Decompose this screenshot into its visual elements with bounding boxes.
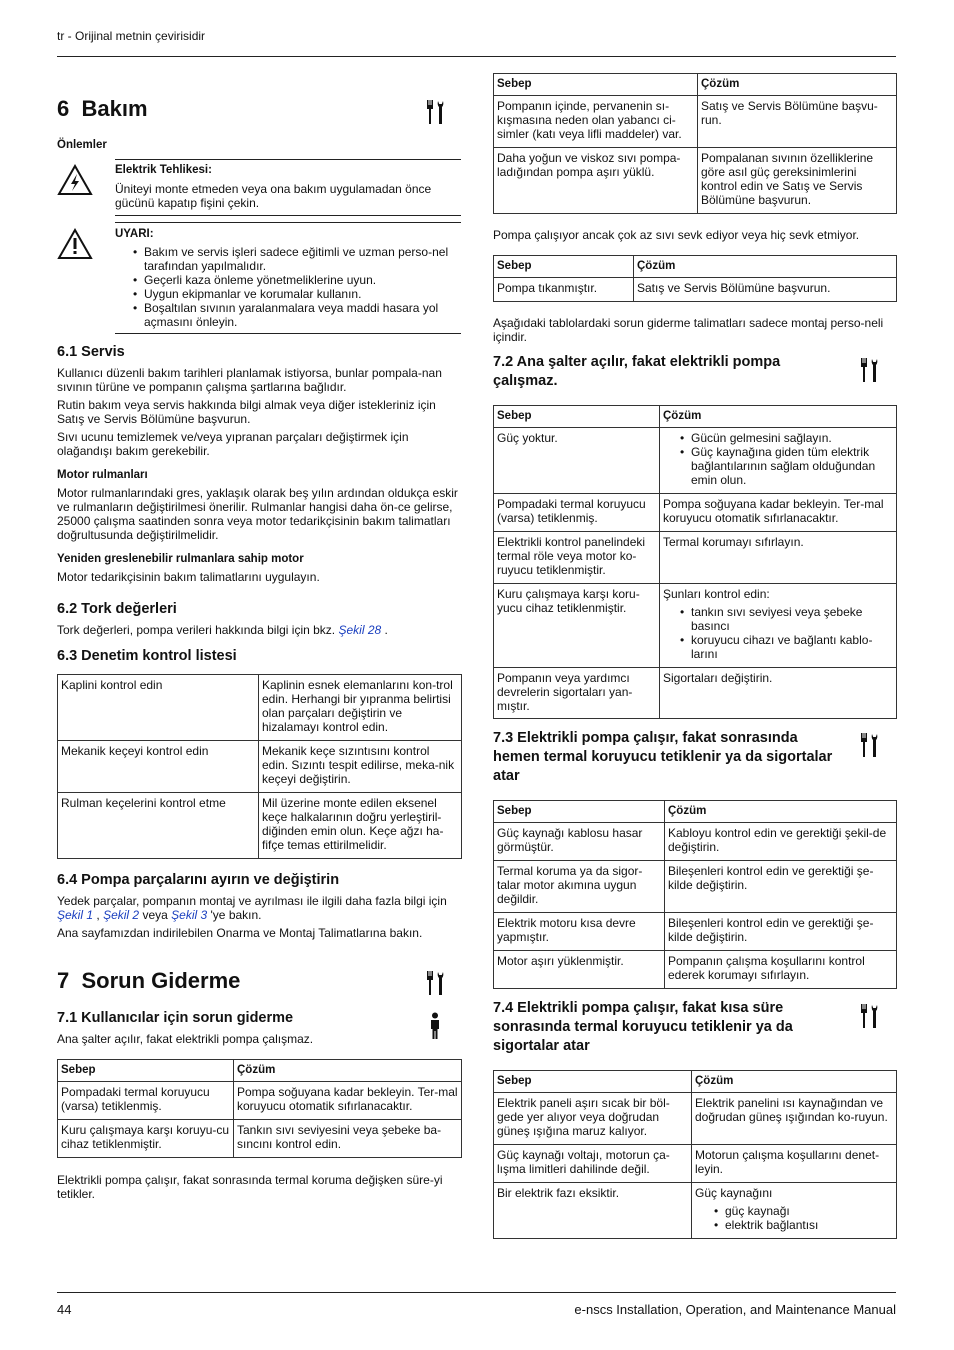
tools-icon [858,1003,880,1031]
table-cell: Elektrikli kontrol panelindeki termal röle veya motor ko-ruyucu tetiklenmiştir. [494,532,660,584]
user-troubleshooting-table [57,1059,462,1158]
table-row [494,668,897,719]
hazard-rule-top [115,159,461,160]
table-cell: Motorun çalışma koşullarını denet-leyin. [692,1145,897,1183]
table-row [494,494,897,532]
table-cell: Elektrik paneli aşırı sıcak bir böl-gede yer alıyor veya doğrudan güneş ışığına maruz kalıyor. [494,1093,692,1145]
table-header-row [494,74,897,96]
table-row [494,823,897,861]
service-paragraph-1: Kullanıcı düzenli bakım tarihleri planlamak istiyorsa, bunlar pompala-nan sıvının türüne ve pompanın çalışma şartlarına bağlıdır. [57,366,442,394]
section-7-number: 7 [57,968,70,993]
table-cell: Termal koruma ya da sigor-talar motor akımına uygun değildir. [494,861,665,913]
column-header-solution: Çözüm [660,406,897,428]
table-cell: Tankın sıvı seviyesini veya şebeke ba-sıncını kontrol edin. [234,1120,462,1158]
table-cell: Kabloyu kontrol edin ve gerektiği şekil-de değiştirin. [665,823,897,861]
table-row [494,96,897,148]
section-7-3-title: 7.3 Elektrikli pompa çalışır, fakat sonrasında hemen termal koruyucu tetiklenir ya da sigortalar atar [493,730,833,784]
solution-item: • tankın sıvı seviyesi veya şebeke basıncı [691,605,893,633]
service-paragraph-2: Rutin bakım veya servis hakkında bilgi almak veya diğer istekleriniz için Satış ve Servis Bölümüne başvurun. [57,398,436,426]
table-cell: Mekanik keçe sızıntısını kontrol edin. Sızıntı tespit edilirse, meka-nik keçeyi değiştirin. [259,741,462,793]
column-header-solution: Çözüm [634,256,897,278]
electric-hazard-title: Elektrik Tehlikesi: [115,164,212,176]
warning-icon [57,228,93,260]
solution-lead: Güç kaynağını [695,1186,773,1200]
warning-title: UYARI: [115,228,154,240]
repair-instructions-text: Ana sayfamızdan indirilebilen Onarma ve Montaj Talimatlarına bakın. [57,926,423,940]
table-cell: Pompadaki termal koruyucu (varsa) tetiklenmiş. [58,1082,234,1120]
table-cell: Pompalanan sıvının özelliklerine göre asıl güç gereksinimlerini kontrol edin ve Satış ve Servis Bölümüne başvurun. [698,148,897,214]
table-cell: Sigortaları değiştirin. [660,668,897,719]
table-cell: Pompa soğuyana kadar bekleyin. Ter-mal koruyucu otomatik sıfırlanacaktır. [660,494,897,532]
user-troubleshooting-intro: Ana şalter açılır, fakat elektrikli pompa çalışmaz. [57,1032,314,1046]
column-header-cause: Sebep [494,406,660,428]
table-row [494,278,897,302]
table-cell: Pompanın çalışma koşullarını kontrol ederek korumayı sıfırlayın. [665,951,897,989]
table-row [58,1082,462,1120]
table-cell: Daha yoğun ve viskoz sıvı pompa-ladığından pompa aşırı yüklü. [494,148,698,214]
table-header-row [494,406,897,428]
thermal-protection-note: Elektrikli pompa çalışır, fakat sonrasında termal koruma değişken süre-yi tetikler. [57,1173,443,1201]
solution-item: • Gücün gelmesini sağlayın. [691,431,893,445]
table-row [494,532,897,584]
table-cell: Güç kaynağı kablosu hasar görmüştür. [494,823,665,861]
user-icon [428,1012,442,1040]
table-cell: Pompanın veya yardımcı devrelerin sigortaları yan-mıştır. [494,668,660,719]
header-language-note: tr - Orijinal metnin çevirisidir [57,29,206,43]
table-row [494,428,897,494]
page-number: 44 [57,1302,72,1317]
column-header-cause: Sebep [58,1060,234,1082]
impeller-troubleshooting-table [493,73,897,214]
pump-not-running-table [493,405,897,719]
table-cell: Termal korumayı sıfırlayın. [660,532,897,584]
table-cell: Pompa soğuyana kadar bekleyin. Ter-mal koruyucu otomatik sıfırlanacaktır. [234,1082,462,1120]
motor-bearings-text: Motor rulmanlarındaki gres, yaklaşık olarak beş yılın ardından oldukça eskir ve rulmanların değiştirilmesi önerilir. Rulmanlar hangisi daha ön-ce gelirse, 25000 çalışma saatinden sonra veya motor tedarikçisinin bakım talimatları doğrultusunda değiştirilmelidir. [57,486,458,542]
column-header-solution: Çözüm [234,1060,462,1082]
table-row [494,913,897,951]
column-header-solution: Çözüm [698,74,897,96]
table-cell: Bileşenleri kontrol edin ve gerektiği şe-kilde değiştirin. [665,913,897,951]
table-row [494,1093,897,1145]
electric-hazard-icon [57,164,93,196]
table-row [58,793,462,859]
warning-rule-bottom [115,333,461,334]
table-row [58,675,462,741]
table-cell: Pompa tıkanmıştır. [494,278,634,302]
table-row [494,1183,897,1239]
section-6-2-title: 6.2 Tork değerleri [57,601,177,617]
solution-item: • Güç kaynağına giden tüm elektrik bağlantılarının sağlam olduğundan emin olun. [691,445,893,487]
precautions-label: Önlemler [57,139,107,151]
column-header-cause: Sebep [494,256,634,278]
section-7-title: Sorun Giderme [81,968,241,993]
inspection-checklist-table [57,674,462,859]
warning-item: • Bakım ve servis işleri sadece eğitimli ve uzman perso-nel tarafından yapılmalıdır. [144,245,461,273]
table-cell: Pompadaki termal koruyucu (varsa) tetiklenmiş. [494,494,660,532]
section-6-1-title: 6.1 Servis [57,344,125,360]
tools-icon [858,732,880,760]
table-cell [660,584,897,668]
table-cell: Kuru çalışmaya karşı koruyu-cu cihaz tetiklenmiştir. [58,1120,234,1158]
table-cell: Güç kaynağı voltajı, motorun ça-lışma limitleri dahilinde değil. [494,1145,692,1183]
column-header-solution: Çözüm [665,801,897,823]
thermal-trip-delayed-table [493,1070,897,1239]
column-header-cause: Sebep [494,74,698,96]
column-header-cause: Sebep [494,1071,692,1093]
low-flow-note: Pompa çalışıyor ancak çok az sıvı sevk ediyor veya hiç sevk etmiyor. [493,228,860,242]
table-cell: Satış ve Servis Bölümüne başvurun. [634,278,897,302]
figure-1-link[interactable]: Şekil 1 [57,908,94,922]
motor-bearings-title: Motor rulmanları [57,469,148,481]
parts-text: Yedek parçalar, pompanın montaj ve ayrılması ile ilgili daha fazla bilgi için Şekil 1 , Şekil 2 veya Şekil 3 'ye bakın. [57,894,447,922]
section-7-1-title: 7.1 Kullanıcılar için sorun giderme [57,1010,294,1026]
installer-only-note: Aşağıdaki tablolardaki sorun giderme talimatları sadece montaj perso-neli içindir. [493,316,884,344]
table-cell: Mil üzerine monte edilen eksenel keçe halkalarının doğru yerleştiril-diğinden emin olun. Keçe ağzı ha-fifçe temas ettirilmelidir. [259,793,462,859]
warning-item: • Boşaltılan sıvının yaralanmalara veya maddi hasara yol açmasını önleyin. [144,301,461,329]
solution-lead: Şunları kontrol edin: [663,587,770,601]
service-paragraph-3: Sıvı ucunu temizlemek ve/veya yıpranan parçaları değiştirmek için olağandışı bakım gerekebilir. [57,430,409,458]
table-cell [660,428,897,494]
column-header-solution: Çözüm [692,1071,897,1093]
warning-item: • Uygun ekipmanlar ve korumalar kullanın. [144,287,461,301]
footer-rule [57,1292,896,1293]
clog-troubleshooting-table [493,255,897,302]
table-cell: Bileşenleri kontrol edin ve gerektiği şe-kilde değiştirin. [665,861,897,913]
column-header-cause: Sebep [494,801,665,823]
table-cell: Kuru çalışmaya karşı koru-yucu cihaz tetiklenmiştir. [494,584,660,668]
manual-title: e-nscs Installation, Operation, and Maintenance Manual [574,1302,896,1317]
table-header-row [58,1060,462,1082]
table-cell: Elektrik panelini ısı kaynağından ve doğrudan güneş ışığından ko-ruyun. [692,1093,897,1145]
section-6-4-title: 6.4 Pompa parçalarını ayırın ve değiştirin [57,872,340,888]
header-rule [57,56,896,57]
table-cell [692,1183,897,1239]
electric-hazard-text: Üniteyi monte etmeden veya ona bakım uygulamadan önce gücünü kapatıp fişini çekin. [115,182,432,210]
table-header-row [494,1071,897,1093]
section-7-4-title: 7.4 Elektrikli pompa çalışır, fakat kısa süre sonrasında termal koruyucu tetiklenir ya da sigortalar atar [493,1000,793,1054]
solution-item: • koruyucu cihazı ve bağlantı kablo-larını [691,633,893,661]
warning-rule-top [115,222,461,223]
torque-text: Tork değerleri, pompa verileri hakkında bilgi için bkz. Şekil 28 . [57,623,388,637]
table-cell: Motor aşırı yüklenmiştir. [494,951,665,989]
table-cell: Elektrik motoru kısa devre yapmıştır. [494,913,665,951]
section-6-heading [57,96,462,122]
warning-item: • Geçerli kaza önleme yönetmeliklerine uyun. [144,273,461,287]
table-row [494,951,897,989]
warning-list [115,245,461,329]
tools-icon [424,99,446,127]
table-row [494,584,897,668]
figure-2-link[interactable]: Şekil 2 [103,908,140,922]
regrease-text: Motor tedarikçisinin bakım talimatlarını uygulayın. [57,570,320,584]
table-cell: Rulman keçelerini kontrol etme [58,793,259,859]
regrease-title: Yeniden greslenebilir rulmanlara sahip motor [57,553,304,565]
figure-3-link[interactable]: Şekil 3 [171,908,208,922]
section-6-number: 6 [57,96,70,121]
tools-icon [424,970,446,998]
table-row [494,1145,897,1183]
table-cell: Mekanik keçeyi kontrol edin [58,741,259,793]
table-cell: Güç yoktur. [494,428,660,494]
section-6-3-title: 6.3 Denetim kontrol listesi [57,648,237,664]
solution-item: • elektrik bağlantısı [725,1218,893,1232]
tools-icon [858,357,880,385]
table-cell: Bir elektrik fazı eksiktir. [494,1183,692,1239]
figure-28-link[interactable]: Şekil 28 [338,623,382,637]
table-cell: Kaplini kontrol edin [58,675,259,741]
table-cell: Satış ve Servis Bölümüne başvu-run. [698,96,897,148]
thermal-trip-immediate-table [493,800,897,989]
table-header-row [494,256,897,278]
hazard-rule-mid [115,215,461,216]
table-row [494,148,897,214]
table-cell: Pompanın içinde, pervanenin sı-kışmasına neden olan yabancı ci-simler (katı veya lifli maddeler) var. [494,96,698,148]
section-6-title: Bakım [81,96,148,121]
section-7-heading [57,968,462,994]
section-7-2-title: 7.2 Ana şalter açılır, fakat elektrikli pompa çalışmaz. [493,354,781,389]
table-header-row [494,801,897,823]
table-row [58,1120,462,1158]
table-row [58,741,462,793]
solution-item: • güç kaynağı [725,1204,893,1218]
table-cell: Kaplinin esnek elemanlarını kon-trol edin. Herhangi bir yıpranma belirtisi olan parçaları değiştirin ve hizalamayı kontrol edin. [259,675,462,741]
table-row [494,861,897,913]
